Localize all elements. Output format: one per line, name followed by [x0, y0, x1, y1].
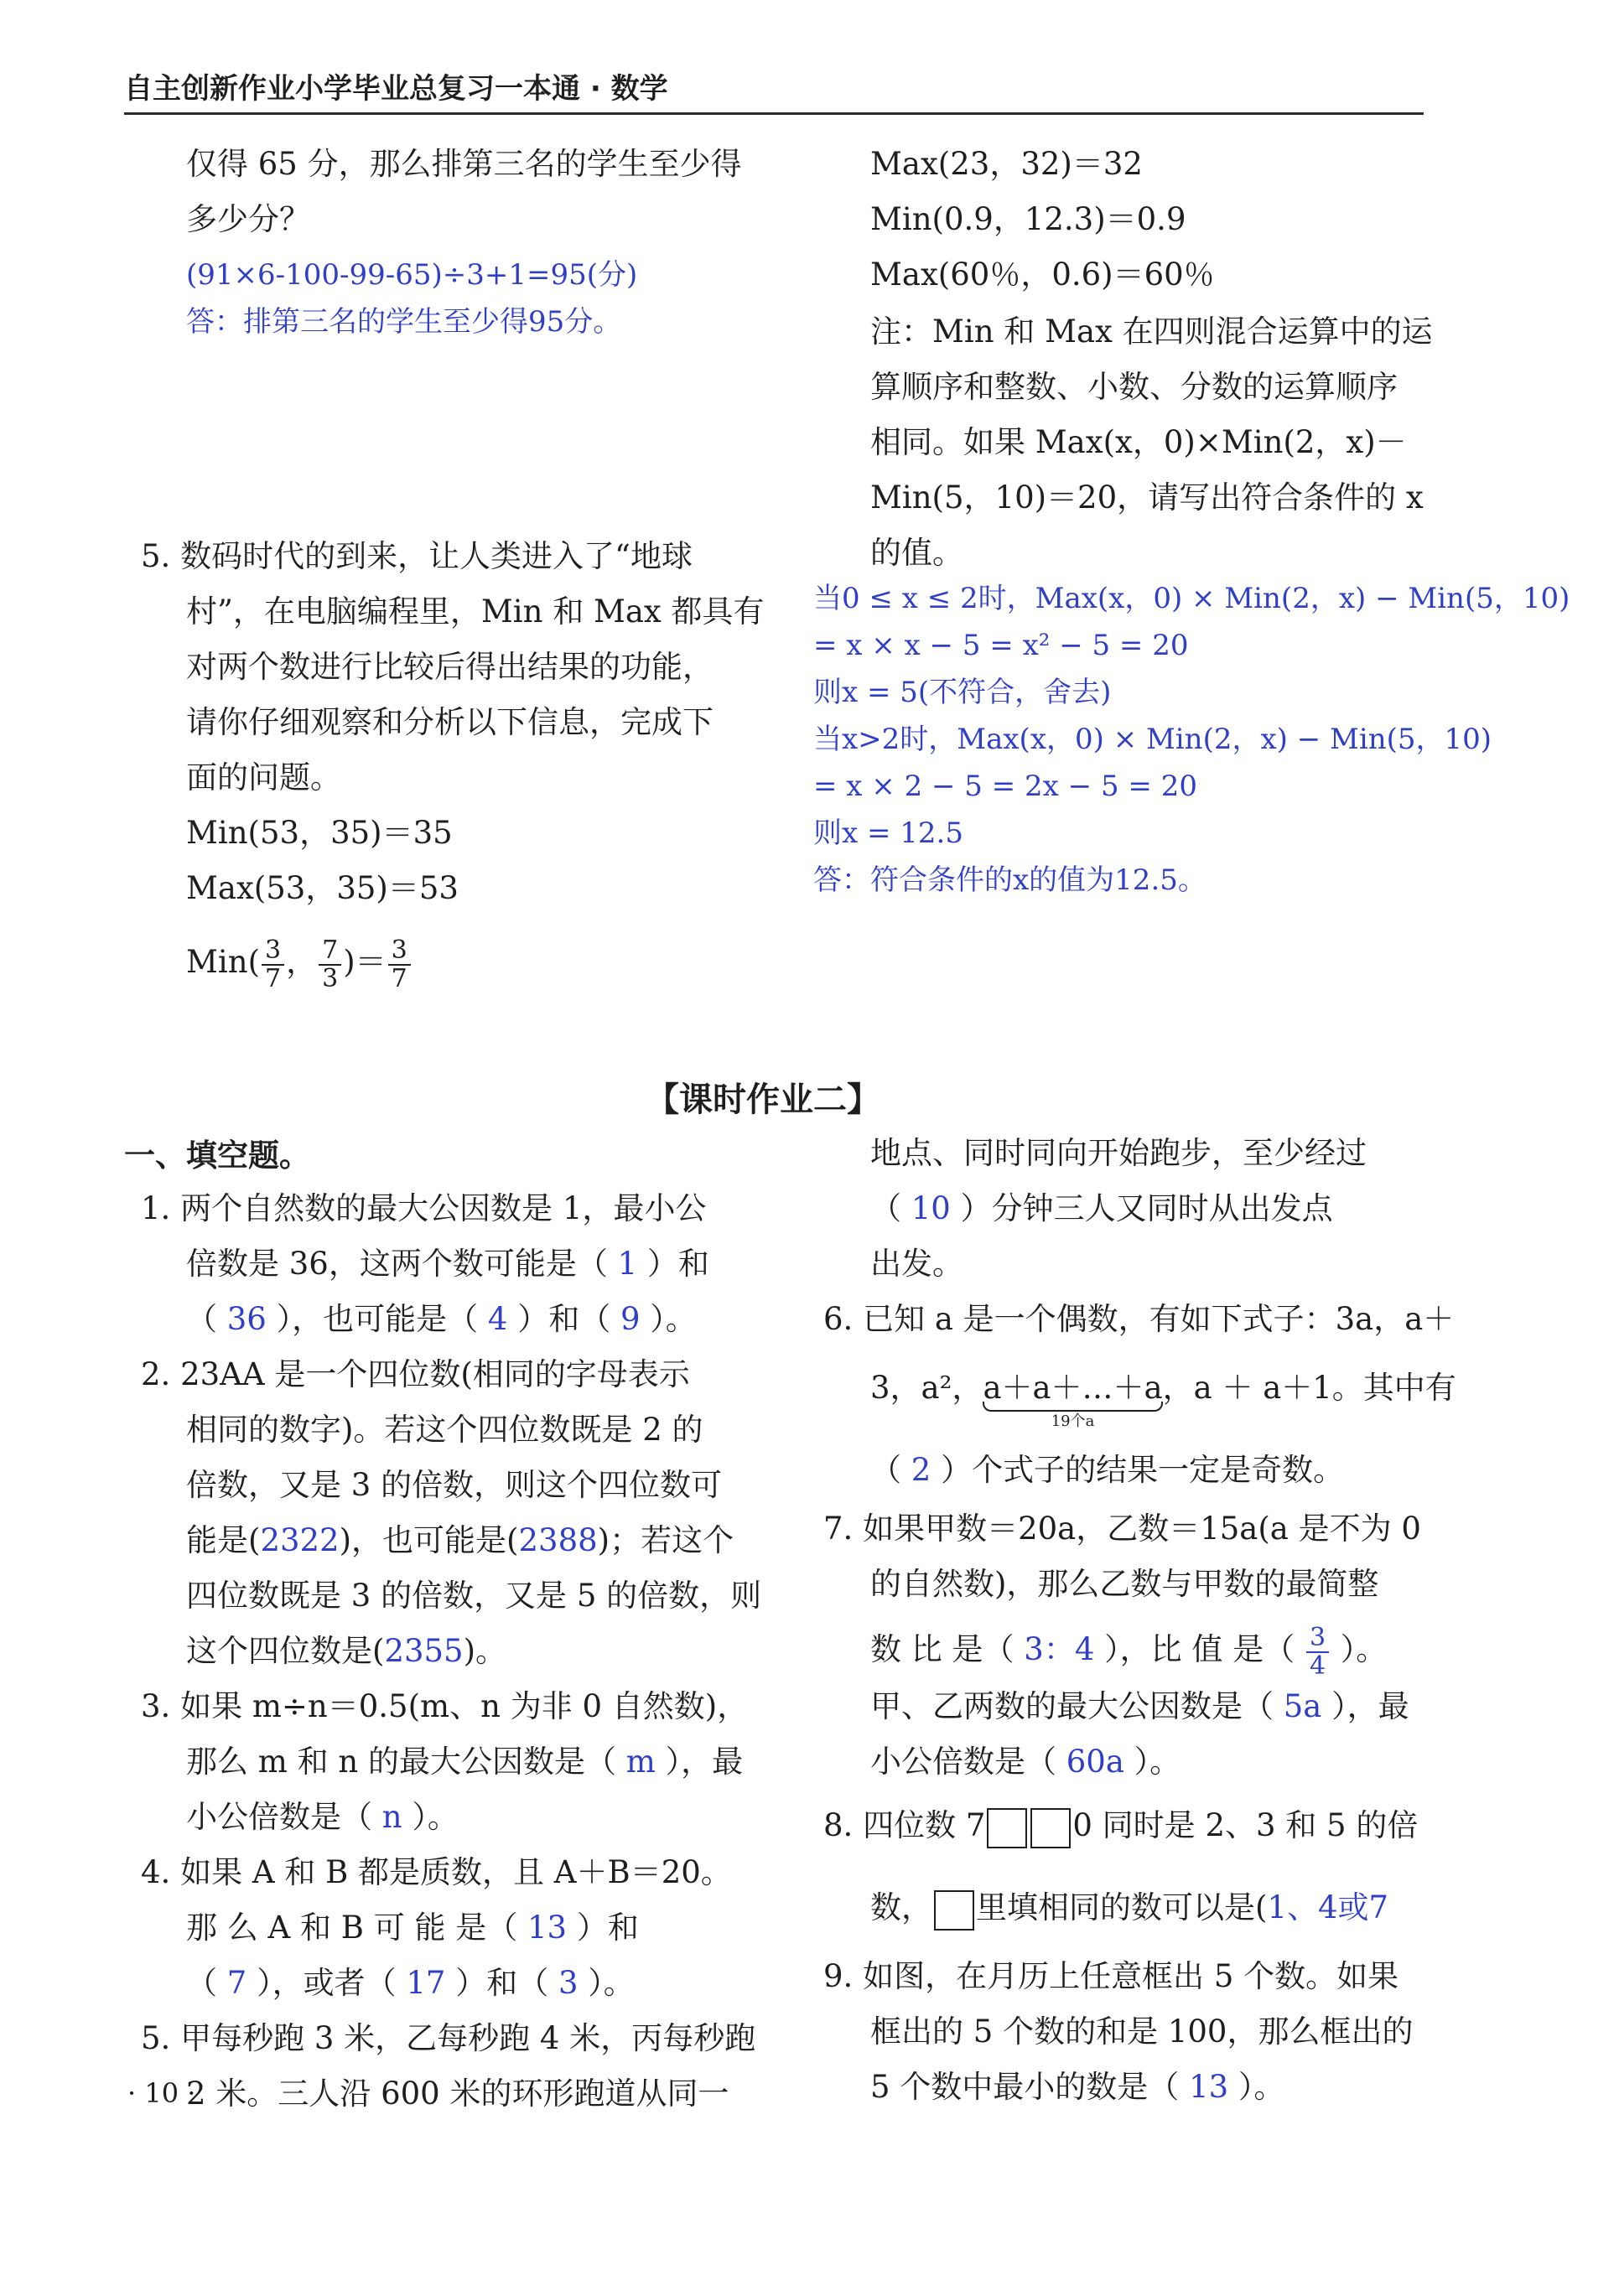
question-text: ）和 [637, 1246, 709, 1282]
answer-q7-value: $\frac{3}{4}$ [1306, 1625, 1329, 1680]
answer-blank: 17 [406, 1965, 446, 2001]
right-top-note-3: 相同。如果 Max(x，0)×Min(2，x)－ [870, 424, 1407, 460]
right-top-note-5: 的值。 [870, 535, 963, 571]
rq5-line-2: （ 10 ）分钟三人又同时从出发点 [870, 1190, 1333, 1226]
answer-blank: 1 [617, 1246, 638, 1282]
q5-line-3: 对两个数进行比较后得出结果的功能， [186, 649, 714, 685]
answer-q7-lcm: 60a [1066, 1744, 1124, 1780]
answer-blank: 2355 [384, 1633, 464, 1669]
answer-blank: 9 [620, 1301, 641, 1337]
question-text: 5. 甲每秒跑 3 米，乙每秒跑 4 米，丙每秒跑 [141, 2020, 756, 2056]
question-text: 这个四位数是( [186, 1633, 385, 1669]
blank-box [987, 1808, 1027, 1848]
answer-line-1: 当0 ≤ x ≤ 2时，Max(x，0) × Min(2，x) − Min(5，10) [813, 582, 1570, 615]
left-question-line [186, 1296, 697, 1343]
answer-q9: 13 [1189, 2069, 1229, 2105]
q7-line-1: 7. 如果甲数＝20a，乙数＝15a(a 是不为 0 [823, 1511, 1421, 1547]
question-text: 2 米。三人沿 600 米的环形跑道从同一 [186, 2076, 729, 2112]
question-text: 那 么 A 和 B 可 能 是（ [186, 1910, 527, 1946]
answer-line-6: 则x = 12.5 [813, 816, 963, 850]
brace-sum: a＋a＋…＋a 19个a [983, 1370, 1163, 1430]
left-top-line-2: 多少分？ [186, 201, 310, 237]
left-question-line [141, 1185, 706, 1232]
page-header: 自主创新作业小学毕业总复习一本通 · 数学 [124, 72, 668, 106]
answer-q7-ratio: 3：4 [1024, 1631, 1095, 1667]
part-one-heading: 一、填空题。 [124, 1138, 310, 1174]
q5-line-1: 5. 数码时代的到来，让人类进入了“地球 [141, 538, 693, 574]
answer-line-2: = x × x − 5 = x² − 5 = 20 [813, 629, 1189, 662]
left-question-line [186, 2071, 729, 2117]
left-top-answer-1: (91×6-100-99-65)÷3+1=95(分) [186, 258, 638, 292]
answer-line-4: 当x>2时，Max(x，0) × Min(2，x) − Min(5，10) [813, 723, 1492, 756]
page-number: · 10 · [127, 2077, 196, 2109]
answer-blank: 4 [487, 1301, 508, 1337]
q6-line-3: （ 2 ）个式子的结果一定是奇数。 [870, 1452, 1345, 1488]
question-text: 倍数，又是 3 的倍数，则这个四位数可 [186, 1467, 723, 1503]
q9-line-1: 9. 如图，在月历上任意框出 5 个数。如果 [823, 1958, 1399, 1994]
answer-line-7: 答：符合条件的x的值为12.5。 [813, 863, 1206, 897]
left-question-line [186, 1905, 639, 1951]
left-question-line [186, 1739, 743, 1785]
q9-line-3: 5 个数中最小的数是（ 13 ）。 [870, 2069, 1285, 2105]
answer-blank: 7 [226, 1965, 247, 2001]
q6-line-2: 3，a²，a＋a＋…＋a 19个a ，a ＋ a＋1。其中有 [870, 1365, 1456, 1412]
section-title: 【课时作业二】 [646, 1081, 880, 1119]
answer-q5: 10 [911, 1190, 951, 1226]
answer-blank: 2388 [518, 1522, 598, 1558]
left-question-line [186, 1960, 635, 2007]
left-question-line [186, 1241, 709, 1288]
left-question-line [141, 1849, 732, 1896]
question-text: 那么 m 和 n 的最大公因数是（ [186, 1744, 626, 1780]
left-question-line [186, 1462, 722, 1509]
question-text: ）和（ [507, 1301, 620, 1337]
q7-line-3: 数 比 是（ 3：4 ），比 值 是（ $\frac{3}{4}$ ）。 [870, 1622, 1388, 1681]
rq5-line-1: 地点、同时同向开始跑步，至少经过 [870, 1135, 1367, 1171]
question-text: ），最 [655, 1744, 744, 1780]
answer-blank: 3 [558, 1965, 579, 2001]
fraction-result: $\frac{3}{7}$ [388, 937, 411, 993]
q7-line-2: 的自然数)，那么乙数与甲数的最简整 [870, 1566, 1379, 1602]
question-text: ），或者（ [246, 1965, 407, 2001]
question-text: 2. 23AA 是一个四位数(相同的字母表示 [141, 1356, 690, 1392]
left-question-line [186, 1407, 703, 1454]
fraction-b: $\frac{7}{3}$ [319, 937, 341, 993]
right-top-line-1: Max(23，32)＝32 [870, 146, 1143, 182]
answer-q8: 1、4或7 [1267, 1889, 1389, 1925]
q5-line-4: 请你仔细观察和分析以下信息，完成下 [186, 704, 714, 740]
answer-blank: 2322 [260, 1522, 340, 1558]
question-text: ）和（ [445, 1965, 558, 2001]
right-top-line-3: Max(60％，0.6)＝60％ [870, 257, 1215, 293]
question-text: ）。 [578, 1965, 635, 2001]
q8-line-2: 数， 里填相同的数可以是(1、4或7 [870, 1884, 1388, 1931]
answer-blank: 13 [527, 1910, 568, 1946]
question-text: )。 [463, 1633, 507, 1669]
left-question-line [186, 1517, 734, 1564]
q9-line-2: 框出的 5 个数的和是 100，那么框出的 [870, 2014, 1414, 2050]
q8-line-1: 8. 四位数 7 0 同时是 2、3 和 5 的倍 [823, 1802, 1418, 1849]
left-question-line [186, 1794, 459, 1841]
left-question-line [141, 1683, 748, 1730]
left-question-line [186, 1628, 506, 1675]
question-text: ）。 [640, 1301, 697, 1337]
question-text: 倍数是 36，这两个数可能是（ [186, 1246, 618, 1282]
q7-line-5: 小公倍数是（ 60a ）。 [870, 1744, 1181, 1780]
q5-max-example: Max(53，35)＝53 [186, 870, 459, 906]
left-question-line [141, 1351, 690, 1398]
answer-blank: n [381, 1799, 402, 1835]
answer-line-5: = x × 2 − 5 = 2x − 5 = 20 [813, 770, 1197, 803]
blank-box [934, 1890, 974, 1931]
right-top-line-2: Min(0.9，12.3)＝0.9 [870, 201, 1186, 237]
header-rule [124, 112, 1424, 115]
question-text: ）和 [567, 1910, 639, 1946]
q5-line-2: 村”，在电脑编程里，Min 和 Max 都具有 [186, 593, 765, 630]
question-text: （ [186, 1301, 227, 1337]
q5-fraction-example: Min( $\frac{3}{7}$ ， $\frac{7}{3}$ )＝ $\frac{3}{7}$ [186, 929, 413, 996]
answer-line-3: 则x = 5(不符合，舍去) [813, 676, 1112, 709]
question-text: 四位数既是 3 的倍数，又是 5 的倍数，则 [186, 1578, 762, 1614]
question-text: ）。 [402, 1799, 459, 1835]
question-text: 相同的数字)。若这个四位数既是 2 的 [186, 1412, 703, 1448]
answer-blank: 36 [226, 1301, 267, 1337]
blank-box [1030, 1808, 1071, 1848]
question-text: )；若这个 [597, 1522, 734, 1558]
q7-line-4: 甲、乙两数的最大公因数是（ 5a ），最 [870, 1688, 1409, 1724]
question-text: 3. 如果 m÷n＝0.5(m、n 为非 0 自然数)， [141, 1688, 749, 1724]
right-top-note-2: 算顺序和整数、小数、分数的运算顺序 [870, 369, 1398, 405]
fraction-a: $\frac{3}{7}$ [262, 937, 284, 993]
left-top-answer-2: 答：排第三名的学生至少得95分。 [186, 305, 622, 339]
right-top-note-4: Min(5，10)＝20，请写出符合条件的 x [870, 479, 1424, 516]
question-text: （ [186, 1965, 227, 2001]
left-top-line-1: 仅得 65 分，那么排第三名的学生至少得 [186, 146, 742, 182]
answer-blank: m [625, 1744, 656, 1780]
left-question-line [186, 1573, 761, 1620]
min-label: Min [186, 944, 248, 980]
q5-line-5: 面的问题。 [186, 759, 341, 796]
question-text: 1. 两个自然数的最大公因数是 1，最小公 [141, 1190, 707, 1226]
question-text: 4. 如果 A 和 B 都是质数，且 A＋B＝20。 [141, 1854, 732, 1890]
q6-line-1: 6. 已知 a 是一个偶数，有如下式子：3a，a＋ [823, 1301, 1455, 1337]
rq5-line-3: 出发。 [870, 1246, 963, 1282]
question-text: 小公倍数是（ [186, 1799, 382, 1835]
q5-min-example: Min(53，35)＝35 [186, 815, 453, 851]
left-question-line [141, 2015, 755, 2062]
right-top-note-1: 注：Min 和 Max 在四则混合运算中的运 [870, 314, 1433, 350]
question-text: 能是( [186, 1522, 261, 1558]
answer-q6: 2 [911, 1452, 931, 1488]
question-text: ），也可能是（ [266, 1301, 488, 1337]
answer-q7-gcd: 5a [1283, 1688, 1322, 1724]
question-text: )，也可能是( [339, 1522, 519, 1558]
